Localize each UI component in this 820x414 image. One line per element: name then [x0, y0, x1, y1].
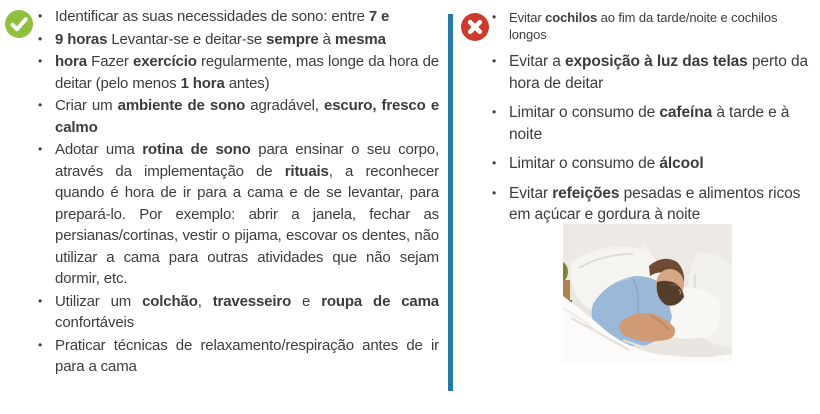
x-circle-icon	[461, 13, 489, 41]
list-item-text: Adotar uma rotina de sono para ensinar o seu corpo, através da implementação de rituais, a reconhecer quando é hora de ir para a cama e de se levantar, para prepará-lo. Por exemplo: abrir a janela, fechar as persianas/cortinas, vestir o pijama, escovar os dentes, não utilizar a cama para outras atividades que não sejam dormir, etc.	[55, 141, 440, 287]
list-item	[491, 9, 815, 43]
bullet-icon: •	[38, 337, 43, 352]
list-item	[37, 95, 439, 138]
check-circle-icon	[5, 10, 33, 38]
list-item-text: Praticar técnicas de relaxamento/respiração antes de ir para a cama	[55, 336, 439, 375]
bullet-icon: •	[492, 156, 497, 170]
list-item	[37, 6, 439, 28]
list-item	[37, 29, 439, 51]
list-item-text: Evitar cochilos ao fim da tarde/noite e cochilos longos	[509, 10, 778, 42]
bullet-icon: •	[492, 54, 497, 68]
list-item	[491, 153, 815, 175]
bullet-icon: •	[38, 31, 43, 46]
list-item	[37, 291, 439, 334]
bullet-icon: •	[38, 293, 43, 308]
list-item	[491, 183, 815, 226]
do-list	[37, 6, 439, 379]
bullet-icon: •	[492, 185, 497, 200]
bullet-icon: •	[38, 9, 43, 23]
list-item-text: Utilizar um colchão, travesseiro e roupa de cama confortáveis	[55, 292, 439, 331]
list-item-text: Evitar refeições pesadas e alimentos ricos em açúcar e gordura à noite	[509, 184, 801, 223]
bullet-icon: •	[38, 98, 43, 112]
bullet-icon: •	[38, 142, 43, 156]
list-item-text: Identificar as suas necessidades de sono: entre 7 e	[55, 8, 390, 25]
bullet-icon: •	[38, 54, 43, 68]
list-item	[491, 51, 815, 94]
list-item	[37, 51, 439, 94]
avoid-list	[491, 9, 815, 234]
sleeping-man-photo	[563, 224, 732, 363]
list-item-text: 9 horas Levantar-se e deitar-se sempre à mesma	[55, 30, 386, 48]
list-item	[37, 335, 439, 378]
section-divider	[448, 14, 453, 391]
list-item-text: hora Fazer exercício regularmente, mas longe da hora de deitar (pelo menos 1 hora antes)	[55, 53, 439, 92]
list-item	[37, 139, 439, 290]
bullet-icon: •	[492, 105, 497, 119]
bullet-icon: •	[492, 10, 497, 24]
list-item-text: Criar um ambiente de sono agradável, escuro, fresco e calmo	[55, 97, 440, 136]
list-item	[491, 102, 815, 145]
list-item-text: Limitar o consumo de cafeína à tarde e à noite	[509, 104, 790, 143]
list-item-text: Evitar a exposição à luz das telas perto da hora de deitar	[509, 53, 808, 92]
list-item-text: Limitar o consumo de álcool	[509, 155, 704, 172]
